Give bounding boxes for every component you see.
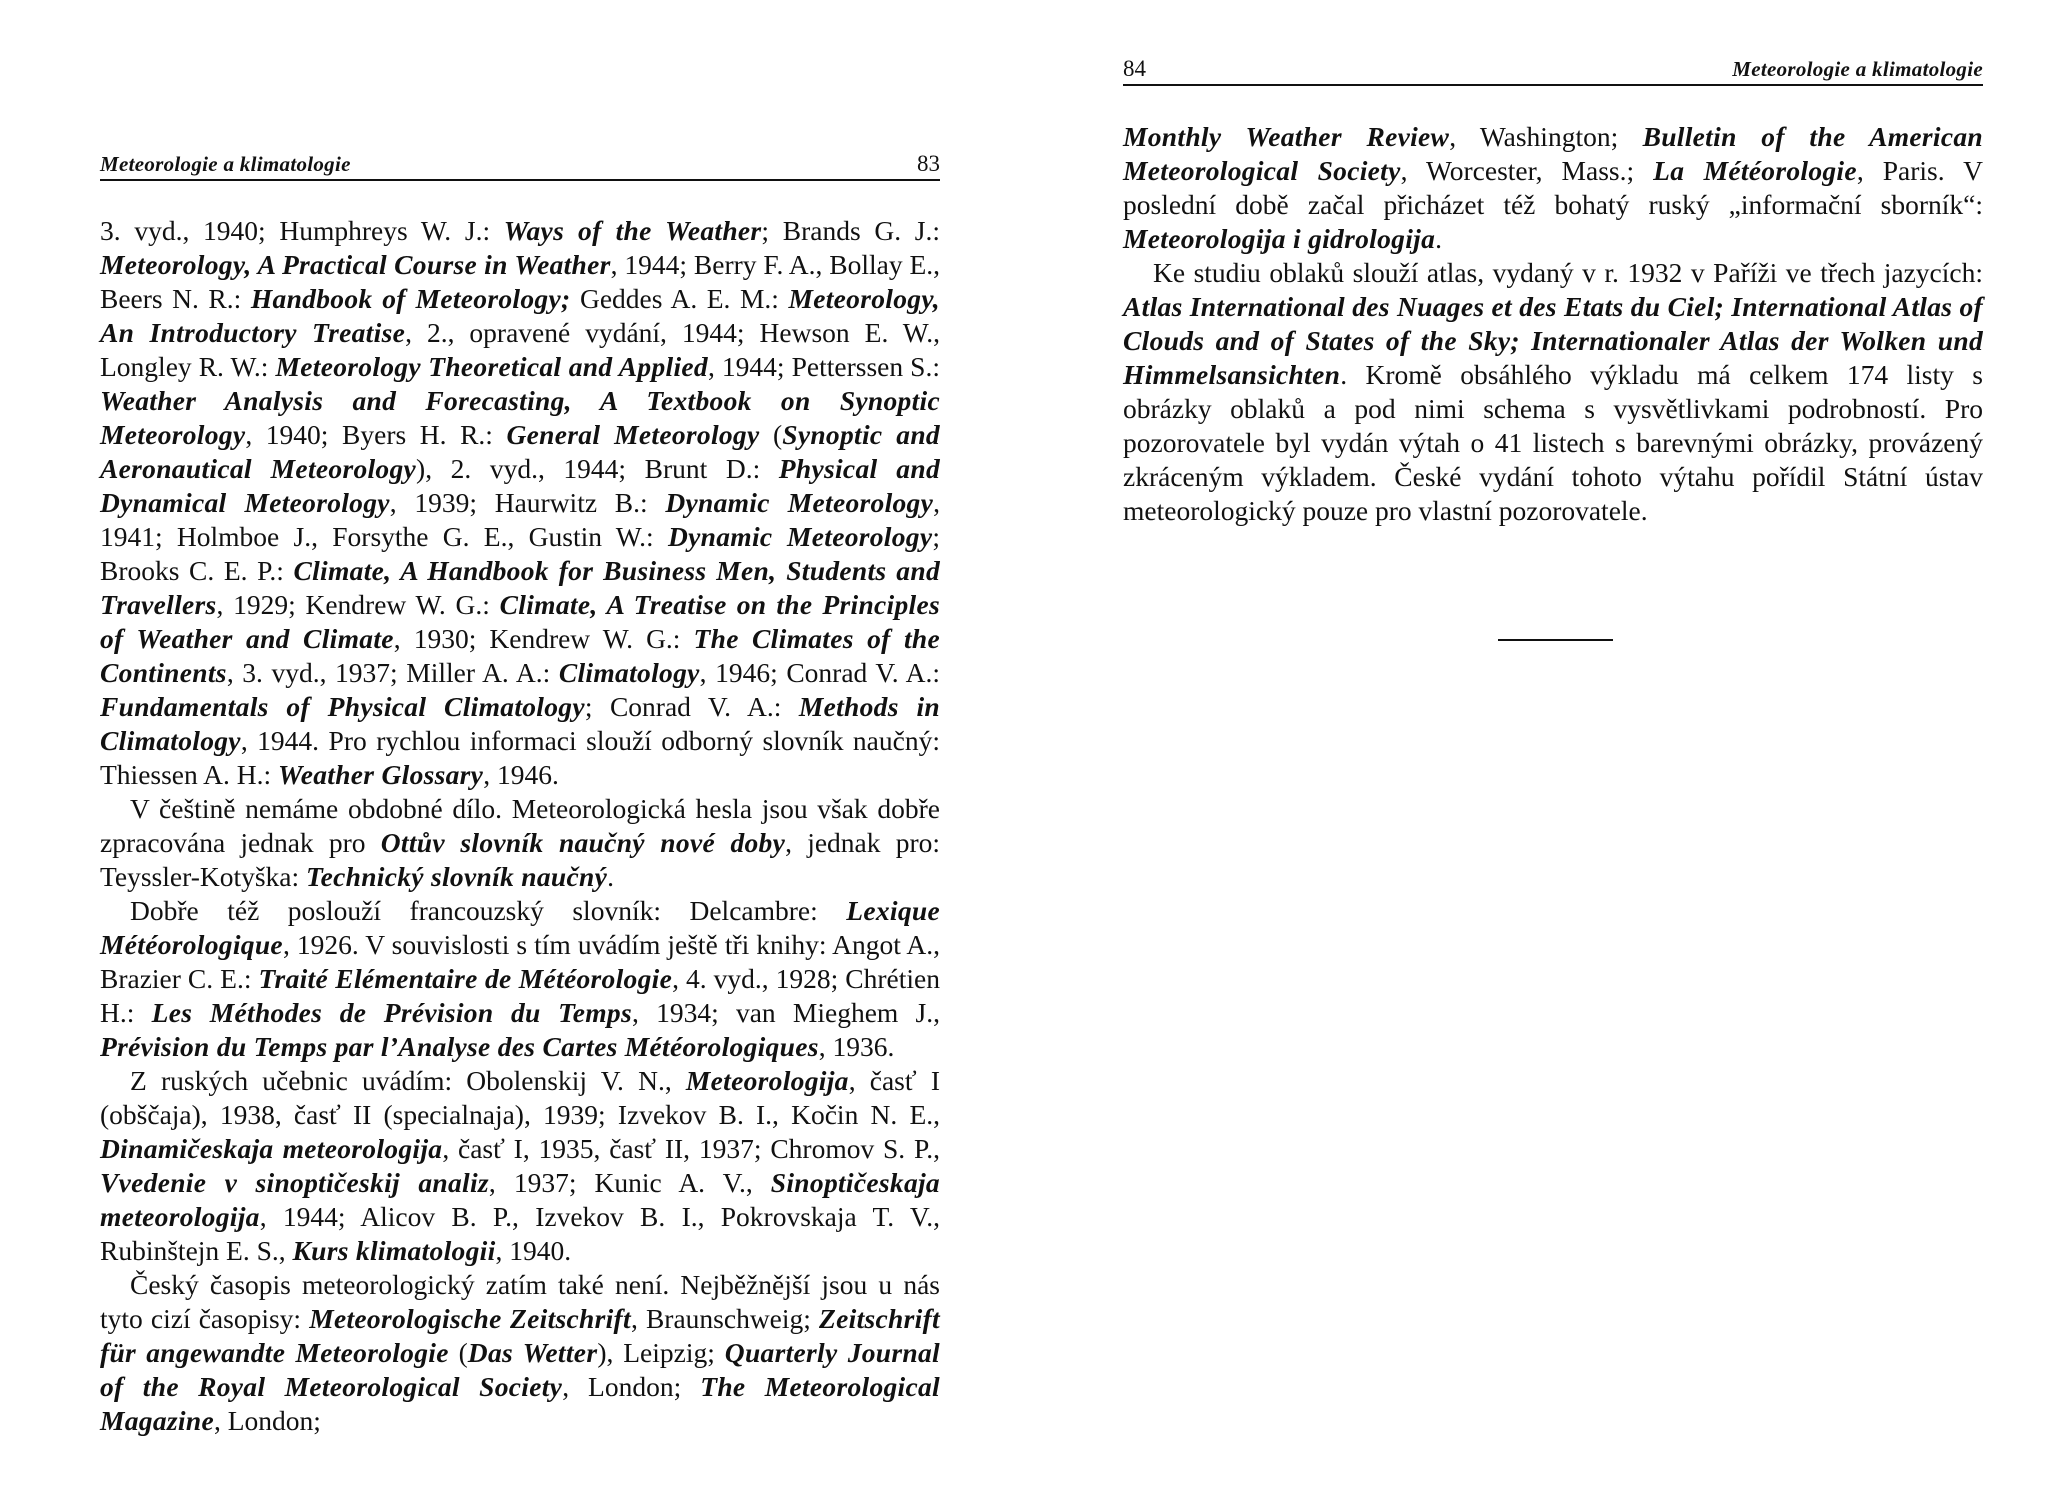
italic-title: Lexique Météorologique: [100, 895, 940, 960]
italic-title: Dinamičeskaja meteorologija: [100, 1133, 443, 1164]
italic-title: Meteorology, An Introductory Treatise: [100, 283, 940, 348]
paragraph: V češtině nemáme obdobné dílo. Meteorologická hesla jsou však dobře zpracována jednak pro Ottův slovník naučný nové doby, jednak pro: Teyssler-Kotyška: Technický slovník naučný.: [100, 793, 940, 892]
italic-title: Bulletin of the American Meteorological Society: [1123, 121, 1983, 186]
italic-title: Meteorologische Zeitschrift: [309, 1303, 631, 1334]
italic-title: Dynamic Meteorology: [665, 487, 934, 518]
right-page: [1123, 0, 1983, 1500]
paragraph: Monthly Weather Review, Washington; Bulletin of the American Meteorological Society, Worcester, Mass.; La Météorologie, Paris. V poslední době začal přicházet též bohatý ruský „informační sborník“: Meteorologija i gidrologija.: [1123, 121, 1983, 254]
italic-title: Weather Glossary: [277, 759, 484, 790]
italic-title: Zeitschrift für angewandte Meteorologie: [100, 1303, 940, 1368]
page-number: 83: [917, 151, 940, 176]
running-head: [1123, 57, 1983, 86]
italic-title: Climate, A Treatise on the Principles of Weather and Climate: [100, 589, 940, 654]
italic-title: Meteorology Theoretical and Applied: [275, 351, 708, 382]
paragraph: Z ruských učebnic uvádím: Obolenskij V. N., Meteorologija, časť I (obščaja), 1938, časť II (specialnaja), 1939; Izvekov B. I., Kočin N. E., Dinamičeskaja meteorologija, časť I, 1935, časť II, 1937; Chromov S. P., Vvedenie v sinoptičeskij analiz, 1937; Kunic A. V., Sinoptičeskaja meteorologija, 1944; Alicov B. P., Izvekov B. I., Pokrovskaja T. V., Rubinštejn E. S., Kurs klimatologii, 1940.: [100, 1065, 940, 1266]
italic-title: Ottův slovník naučný nové doby: [380, 827, 786, 858]
italic-title: The Meteorological Magazine: [100, 1371, 940, 1436]
paragraph: Ke studiu oblaků slouží atlas, vydaný v r. 1932 v Paříži ve třech jazycích: Atlas International des Nuages et des Etats du Ciel; International Atlas of Clouds and of States of the Sky; Internationaler Atlas der Wolken und Himmelsansichten. Kromě obsáhlého výkladu má celkem 174 listy s obrázky oblaků a pod nimi schema s vysvětlivkami podrobností. Pro pozorovatele byl vydán výtah o 41 listech s barevnými obrázky, provázený zkráceným výkladem. České vydání tohoto výtahu pořídil Státní ústav meteorologický pouze pro vlastní pozorovatele.: [1123, 257, 1983, 526]
running-title: Meteorologie a klimatologie: [100, 152, 351, 176]
paragraph: Český časopis meteorologický zatím také není. Nejběžnější jsou u nás tyto cizí časopisy: Meteorologische Zeitschrift, Braunschweig; Zeitschrift für angewandte Meteorologie (Das Wetter), Leipzig; Quarterly Journal of the Royal Meteorological Society, London; The Meteorological Magazine, London;: [100, 1269, 940, 1436]
italic-title: Climatology: [558, 657, 700, 688]
body-text: [100, 214, 940, 1438]
italic-title: Vvedenie v sinoptičeskij analiz: [100, 1167, 489, 1198]
running-title: Meteorologie a klimatologie: [1732, 57, 1983, 81]
italic-title: Fundamentals of Physical Climatology: [100, 691, 585, 722]
italic-title: Physical and Dynamical Meteorology: [100, 453, 940, 518]
section-end-rule: [1498, 639, 1613, 641]
italic-title: Meteorology, A Practical Course in Weather: [100, 249, 611, 280]
italic-title: Technický slovník naučný: [306, 861, 608, 892]
italic-title: Handbook of Meteorology;: [250, 283, 571, 314]
body-text: [1123, 120, 1983, 528]
italic-title: Kurs klimatologii: [292, 1235, 496, 1266]
italic-title: Synoptic and Aeronautical Meteorology: [100, 419, 940, 484]
italic-title: La Météorologie: [1653, 155, 1857, 186]
page-number: 84: [1123, 56, 1146, 81]
italic-title: Meteorologija i gidrologija: [1123, 223, 1436, 254]
running-head: [100, 152, 940, 181]
italic-title: Climate, A Handbook for Business Men, Students and Travellers: [100, 555, 940, 620]
italic-title: Quarterly Journal of the Royal Meteorological Society: [100, 1337, 940, 1402]
italic-title: Sinoptičeskaja meteorologija: [100, 1167, 940, 1232]
italic-title: Dynamic Meteorology: [667, 521, 933, 552]
italic-title: Les Méthodes de Prévision du Temps: [151, 997, 632, 1028]
paragraph: 3. vyd., 1940; Humphreys W. J.: Ways of the Weather; Brands G. J.: Meteorology, A Practical Course in Weather, 1944; Berry F. A., Bollay E., Beers N. R.: Handbook of Meteorology; Geddes A. E. M.: Meteorology, An Introductory Treatise, 2., opravené vydání, 1944; Hewson E. W., Longley R. W.: Meteorology Theoretical and Applied, 1944; Petterssen S.: Weather Analysis and Forecasting, A Textbook on Synoptic Meteorology, 1940; Byers H. R.: General Meteorology (Synoptic and Aeronautical Meteorology), 2. vyd., 1944; Brunt D.: Physical and Dynamical Meteorology, 1939; Haurwitz B.: Dynamic Meteorology, 1941; Holmboe J., Forsythe G. E., Gustin W.: Dynamic Meteorology; Brooks C. E. P.: Climate, A Handbook for Business Men, Students and Travellers, 1929; Kendrew W. G.: Climate, A Treatise on the Principles of Weather and Climate, 1930; Kendrew W. G.: The Climates of the Continents, 3. vyd., 1937; Miller A. A.: Climatology, 1946; Conrad V. A.: Fundamentals of Physical Climatology; Conrad V. A.: Methods in Climatology, 1944. Pro rychlou informaci slouží odborný slovník naučný: Thiessen A. H.: Weather Glossary, 1946.: [100, 215, 941, 790]
italic-title: Monthly Weather Review: [1123, 121, 1450, 152]
italic-title: Meteorologija: [685, 1065, 849, 1096]
italic-title: Methods in Climatology: [100, 691, 940, 756]
italic-title: General Meteorology: [506, 419, 760, 450]
italic-title: Weather Analysis and Forecasting, A Textbook on Synoptic Meteorology: [100, 385, 940, 450]
left-page: [100, 0, 940, 1500]
italic-title: Atlas International des Nuages et des Etats du Ciel; International Atlas of Clouds and of States of the Sky; Internationaler Atlas der Wolken und Himmelsansichten: [1123, 291, 1983, 390]
italic-title: The Climates of the Continents: [100, 623, 940, 688]
italic-title: Das Wetter: [467, 1337, 598, 1368]
paragraph: Dobře též poslouží francouzský slovník: Delcambre: Lexique Météorologique, 1926. V souvislosti s tím uvádím ještě tři knihy: Angot A., Brazier C. E.: Traité Elémentaire de Météorologie, 4. vyd., 1928; Chrétien H.: Les Méthodes de Prévision du Temps, 1934; van Mieghem J., Prévision du Temps par l’Analyse des Cartes Météorologiques, 1936.: [100, 895, 941, 1062]
italic-title: Prévision du Temps par l’Analyse des Cartes Météorologiques: [100, 1031, 819, 1062]
italic-title: Ways of the Weather: [503, 215, 762, 246]
italic-title: Traité Elémentaire de Météorologie: [258, 963, 673, 994]
